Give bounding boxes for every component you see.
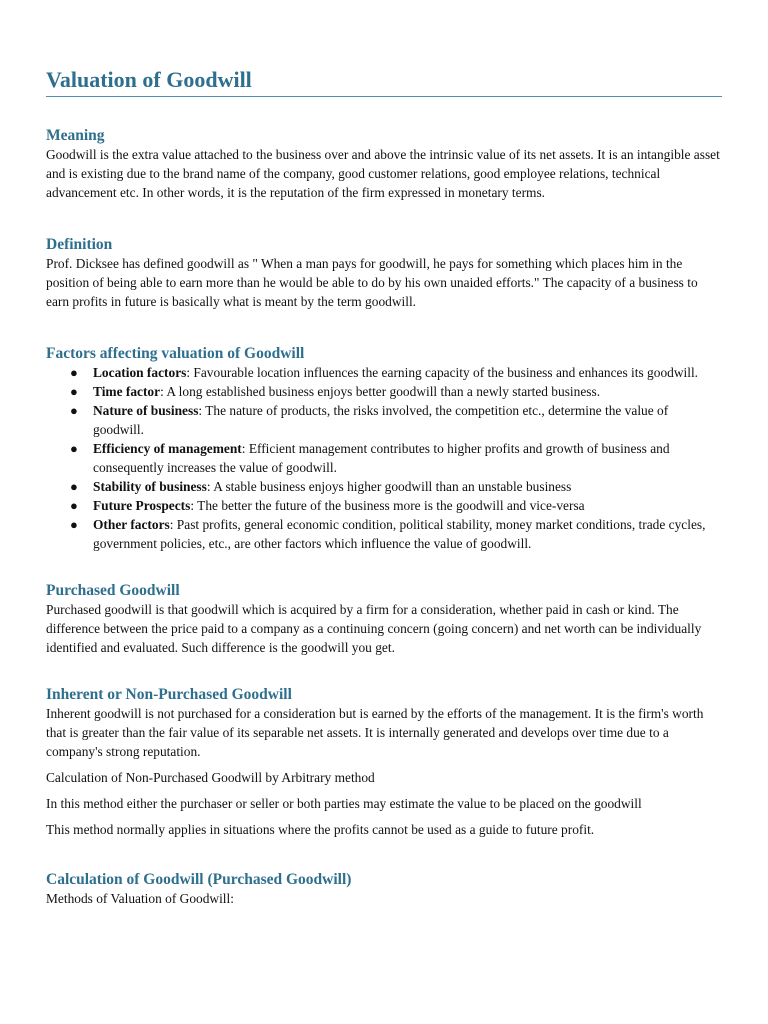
- factor-text: : Past profits, general economic condition, political stability, money market conditions, trade cycles, government policies, etc., are other factors which influence the value of goodwill.: [93, 517, 706, 551]
- factor-term: Location factors: [93, 365, 187, 380]
- factor-text: : A long established business enjoys better goodwill than a newly started business.: [160, 384, 601, 399]
- calculation-section: [46, 870, 722, 908]
- definition-text: Prof. Dicksee has defined goodwill as " When a man pays for goodwill, he pays for something which places him in the position of being able to earn more than he would be able to do by his own unaided efforts." The capacity of a business to earn profits in future is basically what is meant by the term goodwill.: [46, 256, 698, 309]
- list-item: [46, 382, 722, 401]
- factor-text: : The nature of products, the risks involved, the competition etc., determine the value of goodwill.: [93, 403, 669, 437]
- list-item: [46, 439, 722, 477]
- bullet-icon: ●: [70, 384, 78, 399]
- factor-term: Future Prospects: [93, 498, 191, 513]
- list-item: [46, 363, 722, 382]
- meaning-section: [46, 126, 722, 202]
- arbitrary-method-title: Calculation of Non-Purchased Goodwill by Arbitrary method: [46, 770, 375, 785]
- bullet-icon: ●: [70, 479, 78, 494]
- calculation-heading: Calculation of Goodwill (Purchased Goodwill): [46, 871, 352, 888]
- list-item: [46, 515, 722, 553]
- arbitrary-method-text: In this method either the purchaser or seller or both parties may estimate the value to be placed on the goodwill: [46, 796, 642, 811]
- bullet-icon: ●: [70, 441, 78, 456]
- bullet-icon: ●: [70, 365, 78, 380]
- definition-section: [46, 235, 722, 311]
- list-item: [46, 401, 722, 439]
- factors-heading: Factors affecting valuation of Goodwill: [46, 345, 305, 362]
- inherent-goodwill-heading: Inherent or Non-Purchased Goodwill: [46, 686, 292, 703]
- bullet-icon: ●: [70, 498, 78, 513]
- factor-term: Other factors: [93, 517, 170, 532]
- meaning-heading: Meaning: [46, 127, 105, 144]
- arbitrary-method-note: This method normally applies in situations where the profits cannot be used as a guide to future profit.: [46, 822, 595, 837]
- factor-term: Time factor: [93, 384, 161, 399]
- definition-heading: Definition: [46, 236, 113, 253]
- bullet-icon: ●: [70, 403, 78, 418]
- calculation-text: Methods of Valuation of Goodwill:: [46, 891, 234, 906]
- factor-term: Stability of business: [93, 479, 207, 494]
- factor-text: : A stable business enjoys higher goodwill than an unstable business: [206, 479, 572, 494]
- factor-text: : Favourable location influences the earning capacity of the business and enhances its goodwill.: [186, 365, 699, 380]
- purchased-goodwill-heading: Purchased Goodwill: [46, 582, 180, 599]
- purchased-goodwill-section: [46, 581, 722, 657]
- bullet-icon: ●: [70, 517, 78, 532]
- inherent-goodwill-section: [46, 685, 722, 839]
- factor-term: Efficiency of management: [93, 441, 242, 456]
- factor-text: : The better the future of the business more is the goodwill and vice-versa: [190, 498, 585, 513]
- factor-term: Nature of business: [93, 403, 199, 418]
- meaning-text: Goodwill is the extra value attached to the business over and above the intrinsic value of its net assets. It is an intangible asset and is existing due to the brand name of the company, good customer relations, good employee relations, technical advancement etc. In other words, it is the reputation of the firm expressed in monetary terms.: [46, 147, 720, 200]
- factors-list: [46, 363, 722, 553]
- inherent-goodwill-text: Inherent goodwill is not purchased for a consideration but is earned by the efforts of the management. It is the firm's worth that is greater than the fair value of its separable net assets. It is internally generated and develops over time due to a company's strong reputation.: [46, 706, 704, 759]
- page-title: Valuation of Goodwill: [46, 66, 722, 97]
- list-item: [46, 477, 722, 496]
- factor-text: : Efficient management contributes to higher profits and growth of business and consequently increases the value of goodwill.: [93, 441, 670, 475]
- purchased-goodwill-text: Purchased goodwill is that goodwill which is acquired by a firm for a consideration, whether paid in cash or kind. The difference between the price paid to a company as a continuing concern (going concern) and net worth can be individually identified and evaluated. Such difference is the goodwill you get.: [46, 602, 702, 655]
- factors-section: [46, 344, 722, 553]
- list-item: [46, 496, 722, 515]
